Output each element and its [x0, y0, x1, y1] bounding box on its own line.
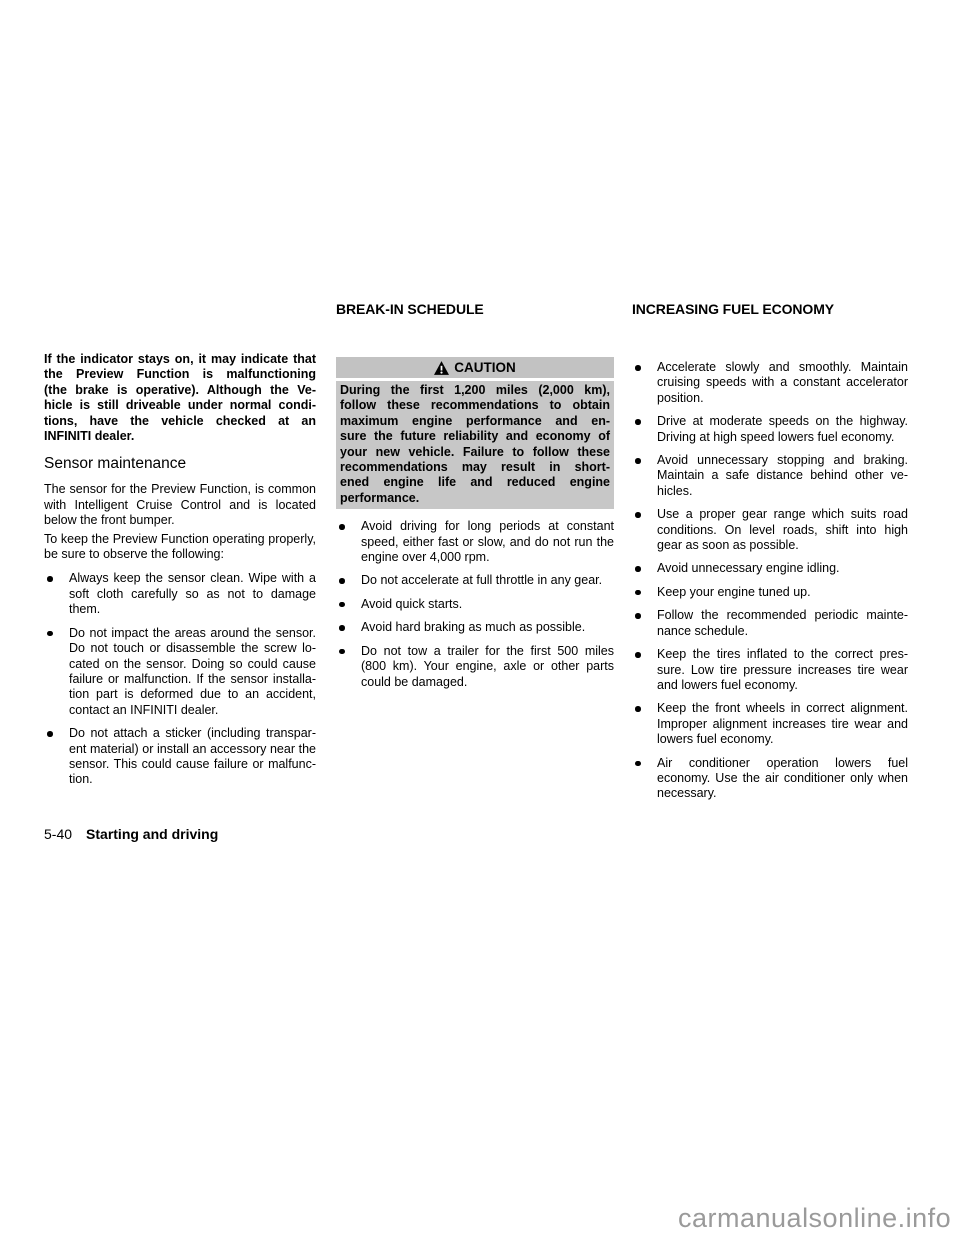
- caution-box: [336, 357, 614, 509]
- bullet-item: Avoid hard braking as much as possible.: [336, 620, 614, 635]
- bullet-icon: [336, 573, 361, 588]
- bullet-icon: [632, 647, 657, 693]
- bullet-icon: [632, 756, 657, 802]
- bullet-icon: [632, 414, 657, 445]
- left-column: [44, 352, 316, 796]
- bullet-item: Always keep the sensor clean. Wipe with a soft cloth carefully so as not to damage them.: [44, 571, 316, 617]
- caution-text: During the first 1,200 miles (2,000 km), follow these recommendations to obtain maximum engine performance and en- sure the future reliability and economy of your new vehicle. Failure to follow these recommendations may result in short- ened engine life and reduced engine performance.: [336, 381, 614, 509]
- bullet-item: Do not accelerate at full throttle in any gear.: [336, 573, 614, 588]
- bullet-item: Keep the tires inflated to the correct pres- sure. Low tire pressure increases tire wear and lowers fuel economy.: [632, 647, 908, 693]
- bullet-item: Avoid driving for long periods at constant speed, either fast or slow, and do not run the engine over 4,000 rpm.: [336, 519, 614, 565]
- bullet-icon: [336, 620, 361, 635]
- sensor-maintenance-heading: Sensor maintenance: [44, 455, 187, 473]
- warning-icon: [434, 361, 449, 375]
- bullet-icon: [336, 644, 361, 690]
- bullet-icon: [632, 360, 657, 406]
- caution-label: CAUTION: [454, 359, 516, 375]
- sensor-care-intro-paragraph: To keep the Preview Function operating properly, be sure to observe the following:: [44, 531, 316, 562]
- watermark: carmanualsonline.info: [678, 1203, 952, 1233]
- bullet-icon: [336, 519, 361, 565]
- indicator-warning-paragraph: If the indicator stays on, it may indicate that the Preview Function is malfunctioning (the brake is operative). Although the Ve- hicle is still driveable under normal condi- tions, have the vehicle checked at an INFINITI dealer.: [44, 352, 316, 444]
- bullet-icon: [336, 597, 361, 612]
- bullet-icon: [632, 701, 657, 747]
- bullet-icon: [632, 561, 657, 576]
- bullet-icon: [44, 726, 69, 788]
- bullet-item: Drive at moderate speeds on the highway. Driving at high speed lowers fuel economy.: [632, 414, 908, 445]
- bullet-icon: [44, 571, 69, 617]
- bullet-item: Do not impact the areas around the sensor. Do not touch or disassemble the screw lo- cated on the sensor. Doing so could cause failure or malfunction. If the sensor installa- tion part is deformed due to an accident, contact an INFINITI dealer.: [44, 626, 316, 718]
- bullet-item: Accelerate slowly and smoothly. Maintain cruising speeds with a constant accelerator position.: [632, 360, 908, 406]
- bullet-item: Keep your engine tuned up.: [632, 585, 908, 600]
- bullet-icon: [632, 608, 657, 639]
- sensor-location-paragraph: The sensor for the Preview Function, is common with Intelligent Cruise Control and is located below the front bumper.: [44, 482, 316, 528]
- bullet-icon: [632, 585, 657, 600]
- bullet-item: Avoid unnecessary engine idling.: [632, 561, 908, 576]
- bullet-item: Do not attach a sticker (including transpar- ent material) or install an accessory near the sensor. This could cause failure or malfunc- tion.: [44, 726, 316, 788]
- bullet-item: Avoid unnecessary stopping and braking. Maintain a safe distance behind other ve- hicles.: [632, 453, 908, 499]
- fuel-economy-bullet-list: [632, 360, 908, 802]
- sensor-maintenance-bullet-list: [44, 571, 316, 787]
- bullet-item: Do not tow a trailer for the first 500 miles (800 km). Your engine, axle or other parts could be damaged.: [336, 644, 614, 690]
- footer-section-title: Starting and driving: [86, 826, 219, 842]
- break-in-schedule-column: [336, 301, 614, 698]
- page-number: 5-40: [44, 826, 73, 842]
- bullet-item: Avoid quick starts.: [336, 597, 614, 612]
- caution-header: [336, 357, 614, 378]
- section-header-break-in-schedule: BREAK-IN SCHEDULE: [336, 301, 484, 317]
- bullet-item: Air conditioner operation lowers fuel economy. Use the air conditioner only when necessary.: [632, 756, 908, 802]
- bullet-icon: [632, 453, 657, 499]
- section-header-increasing-fuel-economy: INCREASING FUEL ECONOMY: [632, 301, 835, 317]
- fuel-economy-column: [632, 301, 908, 810]
- bullet-item: Follow the recommended periodic mainte- nance schedule.: [632, 608, 908, 639]
- break-in-bullet-list: [336, 519, 614, 690]
- page-footer: [44, 826, 218, 842]
- bullet-item: Keep the front wheels in correct alignment. Improper alignment increases tire wear and lowers fuel economy.: [632, 701, 908, 747]
- bullet-icon: [44, 626, 69, 718]
- bullet-item: Use a proper gear range which suits road conditions. On level roads, shift into high gear as soon as possible.: [632, 507, 908, 553]
- bullet-icon: [632, 507, 657, 553]
